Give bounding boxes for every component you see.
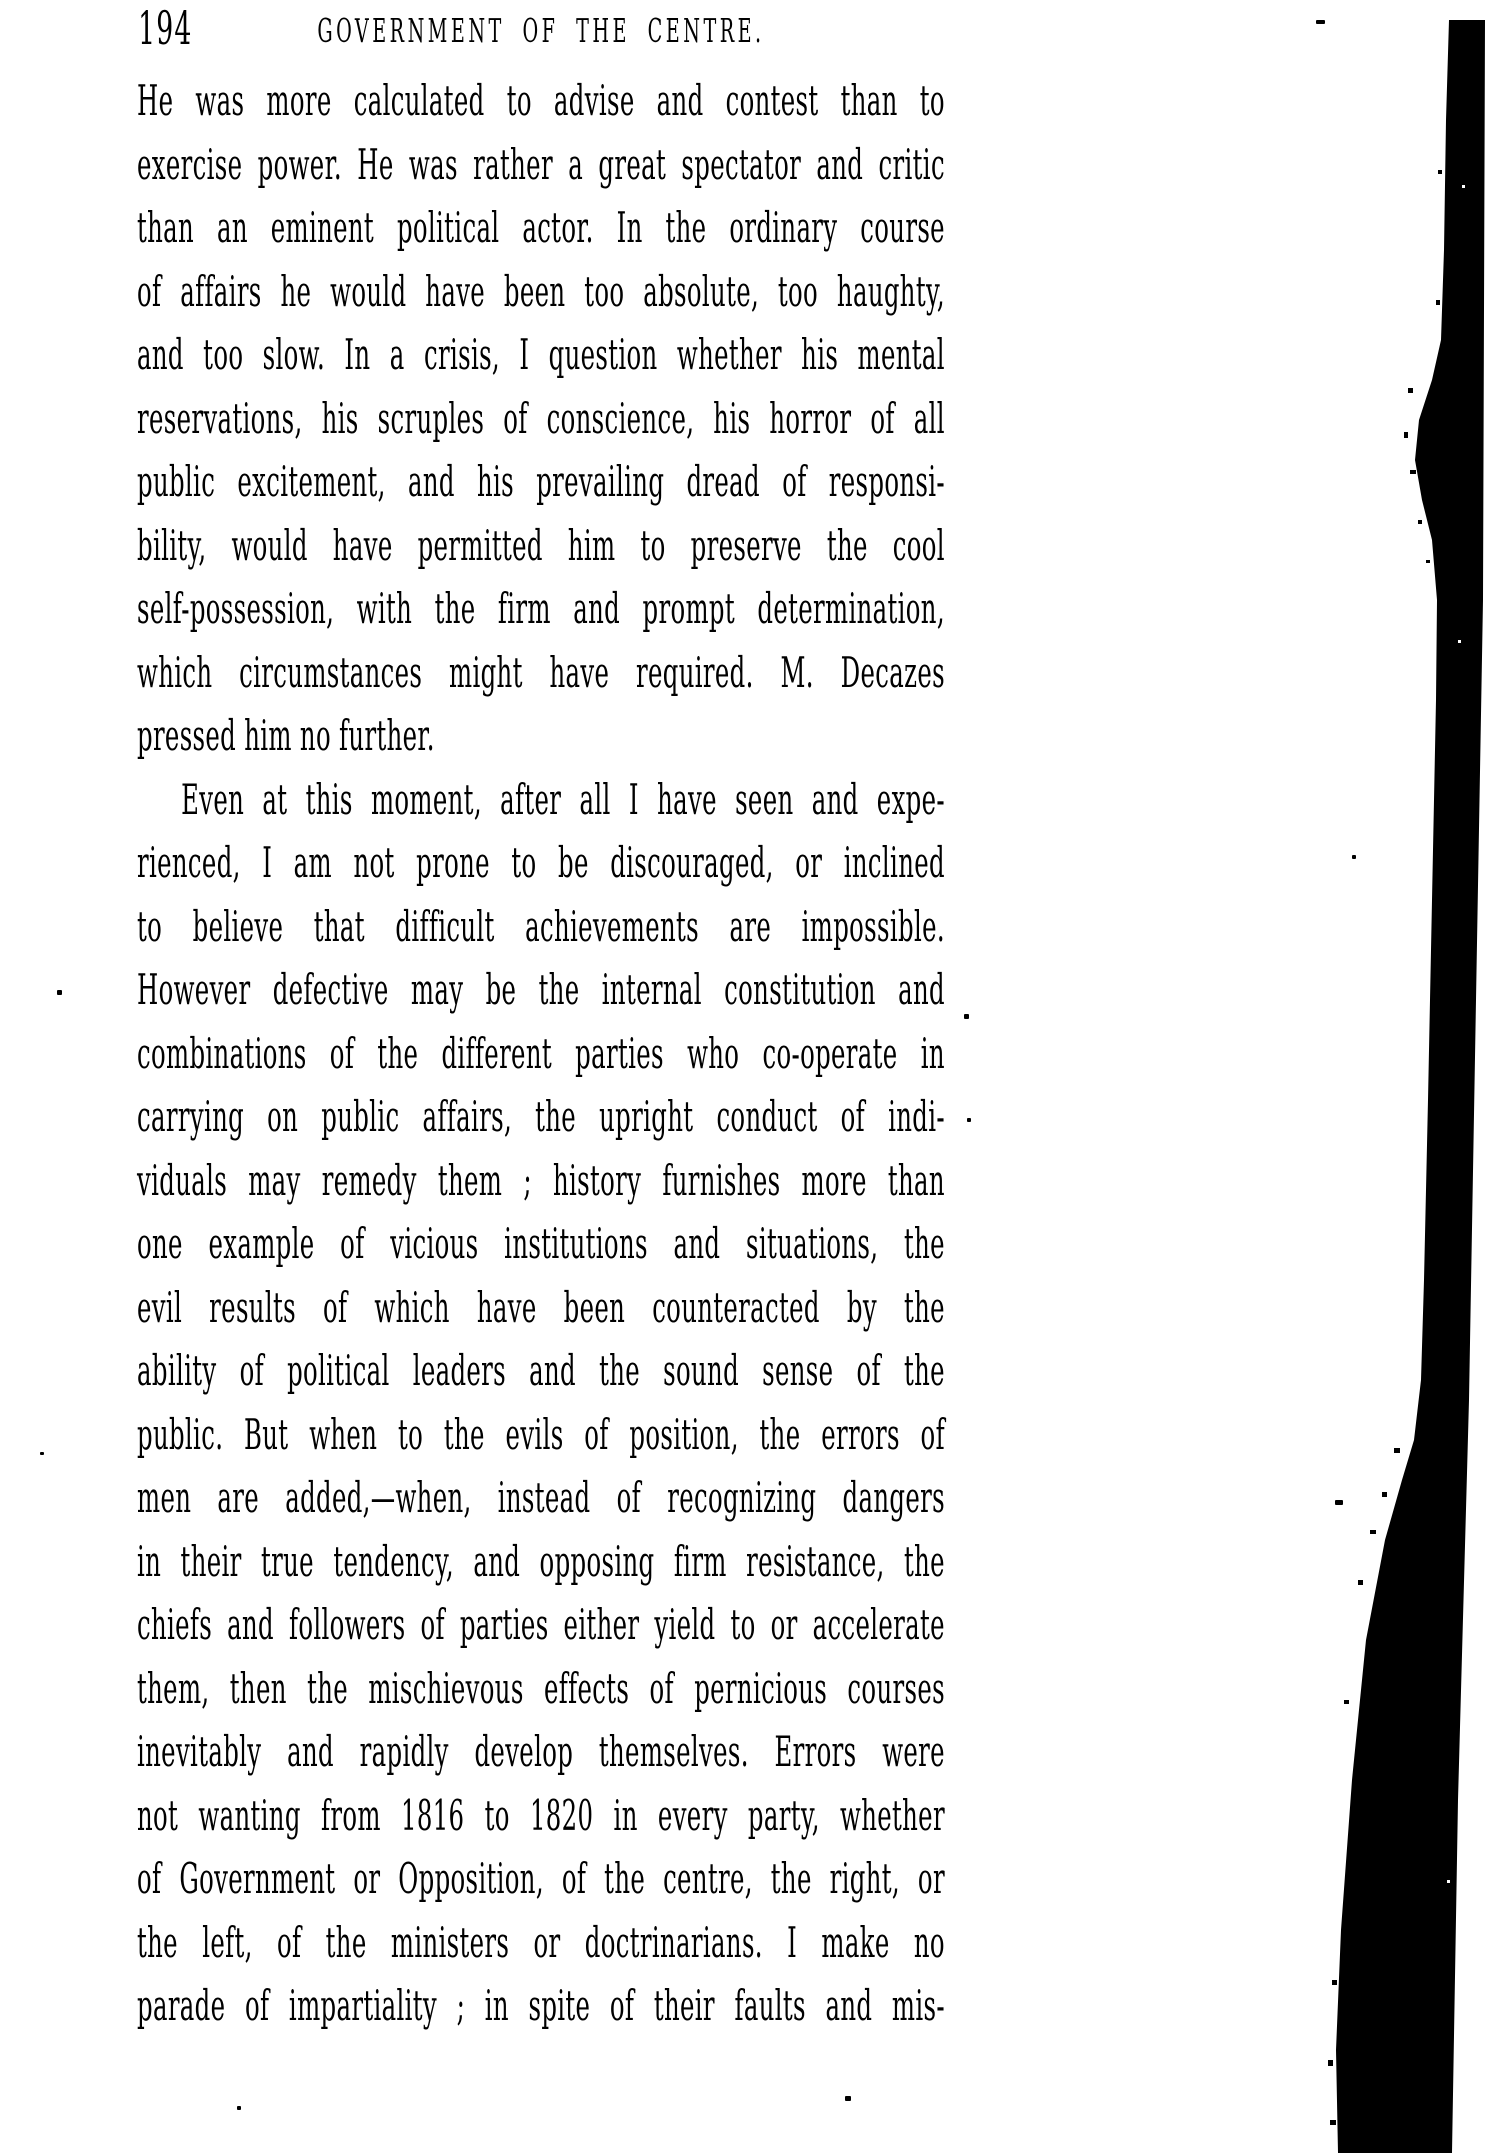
text-line: and too slow. In a crisis, I question whether his mental xyxy=(137,330,945,379)
text-line: which circumstances might have required. M. Decazes xyxy=(137,647,945,697)
text-line: rienced, I am not prone to be discouraged, or inclined xyxy=(137,838,945,887)
noise-speck xyxy=(57,990,62,995)
text-line: evil results of which have been counteracted by the xyxy=(137,1282,945,1332)
page-number: 194 xyxy=(138,1,193,55)
noise-speck xyxy=(964,1014,969,1019)
text-line: combinations of the different parties who co-operate in xyxy=(137,1028,945,1078)
text-line: self-possession, with the firm and prompt determination, xyxy=(137,584,945,633)
text-line: men are added,—when, instead of recognizing dangers xyxy=(137,1473,945,1522)
text-line: one example of vicious institutions and situations, the xyxy=(137,1219,945,1268)
text-line: bility, would have permitted him to preserve the cool xyxy=(137,520,945,570)
text-line: pressed him no further. xyxy=(137,711,435,760)
text-line: public. But when to the evils of position, the errors of xyxy=(137,1409,945,1459)
noise-speck xyxy=(1335,1500,1343,1505)
text-line: However defective may be the internal constitution and xyxy=(137,965,945,1014)
noise-speck xyxy=(237,2106,241,2110)
noise-speck xyxy=(845,2096,851,2101)
text-line: not wanting from 1816 to 1820 in every party, whether xyxy=(137,1790,945,1840)
text-line: than an eminent political actor. In the ordinary course xyxy=(137,203,945,252)
text-line: parade of impartiality ; in spite of their faults and mis- xyxy=(137,1981,945,2030)
text-line: to believe that difficult achievements are impossible. xyxy=(137,901,945,951)
text-line: inevitably and rapidly develop themselves. Errors were xyxy=(137,1727,945,1776)
text-line: in their true tendency, and opposing firm resistance, the xyxy=(137,1536,945,1586)
noise-speck xyxy=(967,1118,971,1122)
text-line: Even at this moment, after all I have seen and expe- xyxy=(181,774,945,824)
text-line: public excitement, and his prevailing dread of responsi- xyxy=(137,457,945,506)
text-line: of Government or Opposition, of the centre, the right, or xyxy=(137,1854,945,1903)
noise-speck xyxy=(1316,20,1325,24)
text-line: of affairs he would have been too absolute, too haughty, xyxy=(137,266,945,316)
text-line: carrying on public affairs, the upright conduct of indi- xyxy=(137,1092,945,1141)
text-line: He was more calculated to advise and contest than to xyxy=(137,76,945,125)
noise-speck xyxy=(40,1452,44,1455)
text-line: exercise power. He was rather a great spectator and critic xyxy=(137,139,945,189)
text-line: reservations, his scruples of conscience, his horror of all xyxy=(137,393,945,443)
text-line: viduals may remedy them ; history furnishes more than xyxy=(137,1155,945,1205)
body-text xyxy=(137,69,945,2038)
page-text xyxy=(137,0,945,2153)
text-line: chiefs and followers of parties either yield to or accelerate xyxy=(137,1600,945,1649)
text-line: the left, of the ministers or doctrinarians. I make no xyxy=(137,1917,945,1967)
text-line: them, then the mischievous effects of pernicious courses xyxy=(137,1663,945,1713)
noise-speck xyxy=(1352,855,1356,859)
text-line: ability of political leaders and the sound sense of the xyxy=(137,1346,945,1395)
running-header: GOVERNMENT OF THE CENTRE. xyxy=(317,11,765,50)
